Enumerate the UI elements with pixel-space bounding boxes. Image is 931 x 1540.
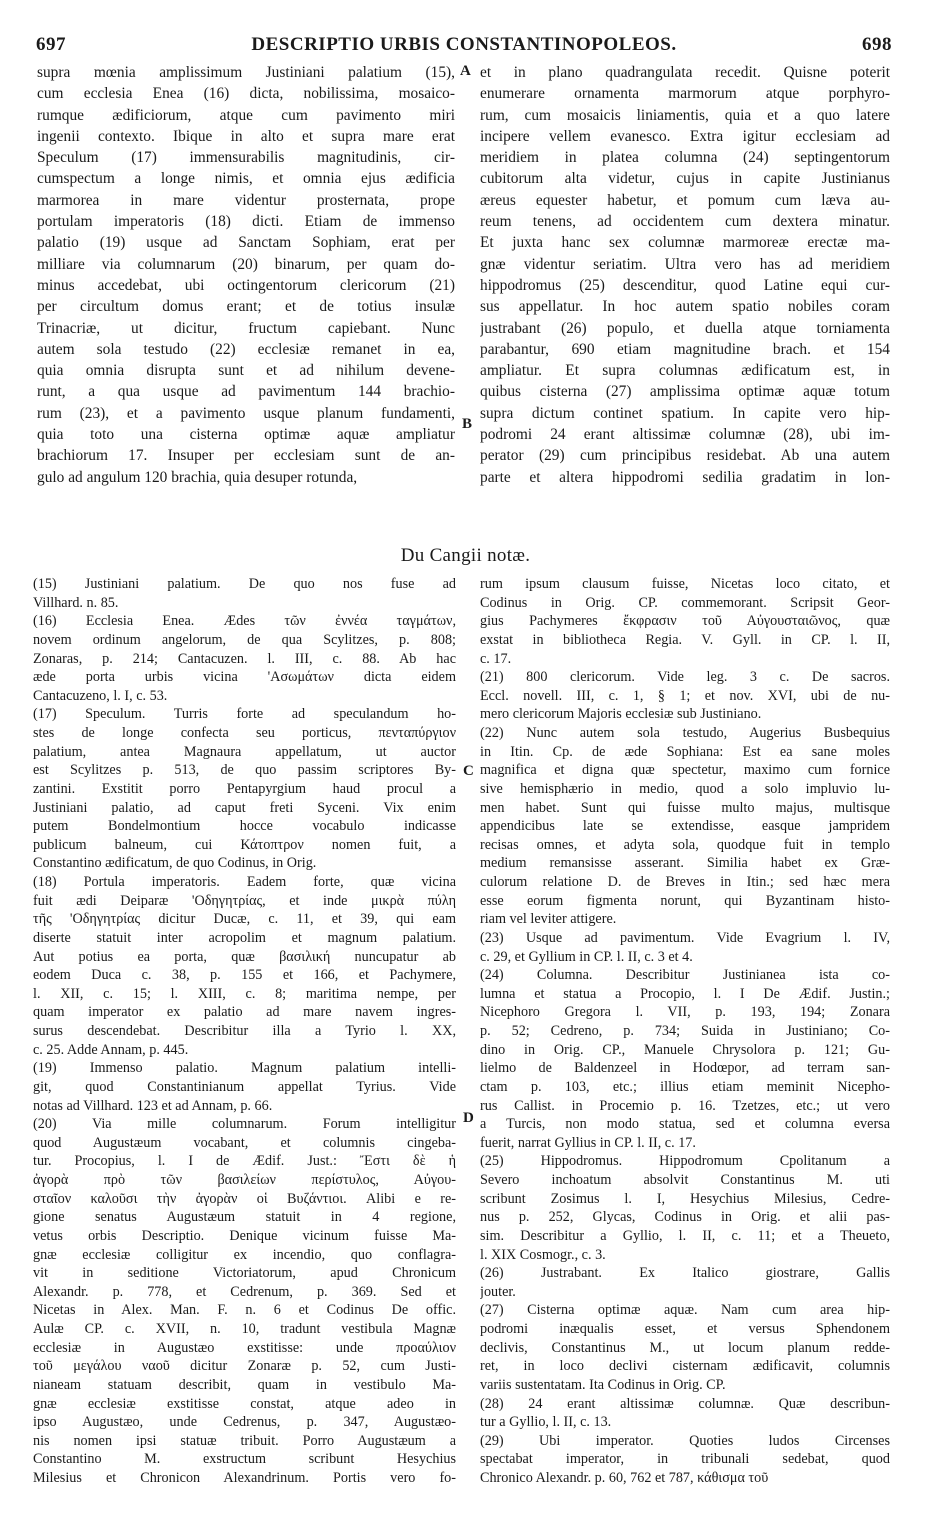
text-line: scribunt Zosimus l. I, Hesychius Milesius, Cedre- bbox=[480, 1190, 890, 1207]
text-line: ingenii contexto. Ibique in alto et supra mare erat bbox=[37, 127, 455, 145]
text-line: Justiniani palatio, ad caput freti Syceni. Vix enim bbox=[33, 799, 456, 816]
text-line: l. XIX Cosmogr., c. 3. bbox=[480, 1246, 606, 1263]
text-line: eodem Duca c. 38, p. 155 et 166, et Pachymere, bbox=[33, 967, 456, 984]
text-line: (15) Justiniani palatium. De quo nos fuse ad bbox=[33, 576, 456, 592]
text-line: (26) Justrabant. Ex Italico giostrare, Gallis bbox=[480, 1265, 890, 1282]
text-line: rum (23), et a pavimento usque planum fundamenti, bbox=[37, 404, 455, 422]
text-line: justrabant (26) populo, et duella atque torniamenta bbox=[480, 319, 890, 337]
text-line: (22) Nunc autem sola testudo, Augerius Busbequius bbox=[480, 725, 890, 741]
text-line: Zonaras, p. 214; Cantacuzen. l. III, c. 88. Ab hac bbox=[33, 650, 456, 667]
text-line: sive hemisphærio in medio, quod a solo impluvio lu- bbox=[480, 780, 890, 797]
text-line: men habet. Sunt qui fuisse multo majus, multisque bbox=[480, 799, 890, 816]
text-line: surus descendebat. Describitur illa a Tyrio l. XX, bbox=[33, 1023, 456, 1039]
text-line: σταῖον καλοῦσι τὴν ἀγορὰν οἱ Βυζάντιοι. Alibi e re- bbox=[33, 1190, 456, 1207]
text-line: (24) Columna. Describitur Justinianea ista co- bbox=[480, 967, 890, 984]
text-line: gnæ ecclesiæ exstitisse constat, atque adeo in bbox=[33, 1395, 456, 1412]
text-line: (19) Immenso palatio. Magnum palatium intelli- bbox=[33, 1060, 456, 1077]
text-line: Eccl. novell. III, c. 1, § 1; et nov. XVI, ubi de nu- bbox=[480, 687, 890, 704]
text-line: nus p. 252, Glycas, Codinus in Orig. et alii pas- bbox=[480, 1209, 890, 1226]
text-line: rum, cum mosaicis liniamentis, quia et a quo latere bbox=[480, 106, 890, 124]
text-line: l. XII, c. 15; l. XIII, c. 8; maritima nempe, per bbox=[33, 985, 456, 1002]
text-line: marmorea in mare videntur prosternata, prope bbox=[37, 191, 455, 209]
text-line: (20) Via mille columnarum. Forum intelligitur bbox=[33, 1116, 456, 1133]
text-line: (29) Ubi imperator. Quoties ludos Circenses bbox=[480, 1432, 890, 1449]
margin-letter-a: A bbox=[460, 63, 471, 79]
text-line: quod Augustæum vocabant, et columnis cingeba- bbox=[33, 1134, 456, 1151]
text-line: dino in Orig. CP., Manuele Chrysolora p. 121; Gu- bbox=[480, 1041, 890, 1058]
text-line: ἀγορὰ πρὸ τῶν βασιλείων περίστυλος, Αὐγου- bbox=[33, 1172, 456, 1188]
text-line: diserte statuit inter acropolim et magnum palatium. bbox=[33, 929, 456, 946]
text-line: c. 17. bbox=[480, 650, 512, 667]
text-line: ecclesiæ in Augustæo exstitisse: unde προαύλιον bbox=[33, 1339, 456, 1356]
text-line: gione senatus Augustæum statuit in 4 regione, bbox=[33, 1209, 456, 1226]
text-line: c. 29, et Gyllium in CP. l. II, c. 3 et 4. bbox=[480, 948, 693, 965]
text-line: Cantacuzeno, l. I, c. 53. bbox=[33, 687, 168, 704]
text-line: τῆς 'Οδηγητρίας dicitur Ducæ, c. 11, et 39, qui eam bbox=[33, 911, 456, 928]
text-line: æde porta urbis vicina 'Ασωμάτων dicta eidem bbox=[33, 669, 456, 686]
text-line: c. 25. Adde Annam, p. 445. bbox=[33, 1041, 189, 1058]
text-line: et in plano quadrangulata recedit. Quisne poterit bbox=[480, 64, 890, 81]
text-line: rumque ædificiorum, atque cum pavimento miri bbox=[37, 106, 455, 124]
text-line: notas ad Villhard. 123 et ad Annam, p. 66. bbox=[33, 1097, 273, 1114]
text-line: ipso Augustæo, unde Cedrenus, p. 347, Augustæo- bbox=[33, 1414, 456, 1431]
text-line: in Itin. Cp. de æde Sophiana: Est ea sane moles bbox=[480, 743, 890, 760]
text-line: lumna et statua a Procopio, l. I De Ædif. Justin.; bbox=[480, 985, 890, 1002]
text-line: (25) Hippodromus. Hippodromum Cpolitanum a bbox=[480, 1153, 890, 1170]
text-line: milliare via columnarum (20) binarum, per quam do- bbox=[37, 255, 455, 273]
text-line: tur a Gyllio, l. II, c. 13. bbox=[480, 1414, 612, 1431]
text-line: brachiorum 17. Insuper per ecclesiam sunt de an- bbox=[37, 447, 455, 465]
text-line: nianeam statuam describit, quam in vestibulo Ma- bbox=[33, 1376, 456, 1393]
text-line: (27) Cisterna optimæ aquæ. Nam cum area hip- bbox=[480, 1302, 890, 1319]
text-line: variis sustentatam. Ita Codinus in Orig. CP. bbox=[480, 1376, 726, 1393]
text-line: lielmo de Baldenzeel in Hodœpor, ad terram san- bbox=[480, 1060, 890, 1077]
text-line: gnæ videntur seriatim. Ultra vero has ad meridiem bbox=[480, 255, 890, 273]
text-line: declivis, Constantinus M., ut locum planum redde- bbox=[480, 1339, 890, 1356]
text-line: parte et altera hippodromi sedilia gradatim in lon- bbox=[480, 468, 890, 486]
text-line: magnifica et digna quæ spectetur, maximo cum fornice bbox=[480, 762, 890, 779]
text-line: Villhard. n. 85. bbox=[33, 594, 119, 611]
main-text-right-column bbox=[480, 62, 890, 488]
running-title: DESCRIPTIO URBIS CONSTANTINOPOLEOS. bbox=[251, 34, 677, 55]
text-line: gulo ad angulum 120 brachia, quia desuper rotunda, bbox=[37, 468, 358, 486]
text-line: supra mœnia amplissimum Justiniani palatium (15), bbox=[37, 64, 455, 81]
text-line: portulam imperatoris (18) dicti. Etiam de immenso bbox=[37, 213, 455, 231]
text-line: autem sola testudo (22) ecclesiæ remanet in ea, bbox=[37, 340, 455, 358]
text-line: Aut potius ea porta, quæ βασιλική nuncupatur ab bbox=[33, 948, 456, 965]
text-line: Codinus in Orig. CP. commemorant. Scripsit Geor- bbox=[480, 594, 890, 611]
text-line: jouter. bbox=[480, 1283, 516, 1300]
text-line: perator (29) cum principibus residebat. Ab una autem bbox=[480, 447, 890, 465]
text-line: sim. Describitur a Gyllio, l. II, c. 11; et a Theueto, bbox=[480, 1227, 890, 1244]
text-line: palatio (19) usque ad Sanctam Sophiam, erat per bbox=[37, 234, 455, 252]
text-line: æreus equester habetur, et pomum cum læva au- bbox=[480, 191, 890, 209]
text-line: a Turcis, non modo statua, sed et columna eversa bbox=[480, 1116, 890, 1133]
text-line: sus appellatur. In hoc autem spatio nobiles coram bbox=[480, 298, 890, 316]
text-line: Speculum (17) immensurabilis magnitudinis, cir- bbox=[37, 149, 455, 167]
text-line: Chronico Alexandr. p. 60, 762 et 787, κάθισμα τοῦ bbox=[480, 1470, 769, 1486]
text-line: (21) 800 clericorum. Vide leg. 3 c. De sacros. bbox=[480, 669, 890, 686]
text-line: quia omnia disrupta sunt et ad nihilum devene- bbox=[37, 362, 455, 380]
text-line: cumspectum a longe nimis, et omnia ejus ædificia bbox=[37, 170, 455, 188]
text-line: mero clericorum Majoris ecclesiæ sub Justiniano. bbox=[480, 706, 762, 723]
text-line: Constantino ædificatum, de quo Codinus, in Orig. bbox=[33, 855, 317, 872]
text-line: recisas omnes, et adyta sola, quodque fuit in templo bbox=[480, 836, 890, 853]
text-line: meridiem in platea columna (24) septingentorum bbox=[480, 149, 890, 167]
text-line: riam vel leviter attigere. bbox=[480, 911, 617, 928]
text-line: exstat in bibliotheca Regia. V. Gyll. in CP. l. II, bbox=[480, 631, 890, 648]
text-line: est Scylitzes p. 513, de quo passim scriptores By- bbox=[33, 762, 456, 779]
text-line: τοῦ μεγάλου ναοῦ dicitur Zonaræ p. 52, cum Justi- bbox=[33, 1358, 456, 1375]
margin-letter-d: D bbox=[463, 1110, 474, 1126]
text-line: supra dictum continet spatium. In capite vero hip- bbox=[480, 404, 890, 422]
text-line: ctam p. 103, etc.; illius etiam meminit Nicepho- bbox=[480, 1078, 890, 1095]
text-line: nis nomen ipsi statuæ tribuit. Porro Augustæum a bbox=[33, 1432, 456, 1449]
text-line: stes de longe confecta seu porticus, πενταπύργιον bbox=[33, 725, 456, 741]
text-line: vit in seditione Victoriatorum, apud Chronicum bbox=[33, 1265, 456, 1282]
text-line: podromi inæqualis esset, et versus Sphendonem bbox=[480, 1321, 890, 1337]
notes-heading: Du Cangii notæ. bbox=[400, 545, 531, 566]
text-line: Aulæ CP. c. XVII, n. 10, tradunt vestibula Magnæ bbox=[33, 1321, 456, 1337]
page-number-right: 698 bbox=[862, 34, 892, 55]
text-line: appendicibus late se extendisse, easque jampridem bbox=[480, 818, 890, 835]
text-line: parabantur, 690 etiam magnitudine brach. et 154 bbox=[480, 340, 890, 358]
text-line: vetus orbis Descriptio. Denique vicinum fuisse Ma- bbox=[33, 1227, 456, 1244]
text-line: Nicephoro Gregora l. VII, p. 193, 194; Zonara bbox=[480, 1004, 890, 1021]
text-line: (17) Speculum. Turris forte ad speculandum ho- bbox=[33, 706, 456, 723]
text-line: minus accedebat, ubi octingentorum clericorum (21) bbox=[37, 276, 455, 294]
margin-letter-b: B bbox=[462, 416, 473, 432]
text-line: publicum balneum, cui Κάτοπτρον nomen fuit, a bbox=[33, 836, 456, 853]
text-line: (23) Usque ad pavimentum. Vide Evagrium l. IV, bbox=[480, 929, 890, 946]
text-line: hippodromus (25) descenditur, quod Latine equi cur- bbox=[480, 276, 890, 294]
text-line: (16) Ecclesia Enea. Ædes τῶν ἐννέα ταγμάτων, bbox=[33, 613, 456, 630]
notes-left-column bbox=[33, 575, 456, 1488]
text-line: palatium, antea Magnaura appellatum, ut auctor bbox=[33, 743, 456, 760]
text-line: medium remansisse asserant. Similia habet ex Græ- bbox=[480, 855, 890, 872]
text-line: enumerare ornamenta marmorum atque porphyro- bbox=[480, 85, 890, 103]
text-line: (18) Portula imperatoris. Eadem forte, quæ vicina bbox=[33, 874, 456, 890]
text-line: fuit ædi Deiparæ 'Οδηγητρίας, et inde μικρὰ πύλη bbox=[33, 892, 456, 909]
margin-letter-c: C bbox=[463, 763, 474, 779]
text-line: podromi 24 erant altissimæ columnæ (28), ubi im- bbox=[480, 426, 890, 444]
text-line: novem ordinum angelorum, de qua Scylitzes, p. 808; bbox=[33, 631, 456, 648]
text-line: Alexandr. p. 778, et Cedrenum, p. 369. Sed et bbox=[33, 1283, 456, 1300]
page-header bbox=[36, 34, 892, 58]
text-line: ret, in loco declivi cisternam ædificavit, columnis bbox=[480, 1358, 890, 1375]
text-line: zantini. Exstitit porro Pentapyrgium haud procul a bbox=[33, 780, 456, 797]
notes-right-column bbox=[480, 575, 890, 1488]
text-line: reum tenens, ad occidentem cum dextera minatur. bbox=[480, 213, 890, 231]
text-line: rus Callist. in Procemio p. 16. Tzetzes, etc.; ut vero bbox=[480, 1097, 890, 1114]
text-line: per circultum domus erant; et de totius insulæ bbox=[37, 298, 455, 316]
text-line: fuerit, narrat Gyllius in CP. l. II, c. 17. bbox=[480, 1134, 696, 1151]
main-text-left-column bbox=[37, 62, 455, 488]
text-line: cum ecclesia Enea (16) dicta, nobilissima, mosaico- bbox=[37, 85, 455, 103]
text-line: (28) 24 erant altissimæ columnæ. Quæ describun- bbox=[480, 1395, 890, 1412]
text-line: Et juxta hanc sex columnæ marmoreæ erectæ ma- bbox=[480, 234, 890, 252]
text-line: Nicetas in Alex. Man. F. n. 6 et Codinus De offic. bbox=[33, 1302, 456, 1319]
text-line: git, quod Constantinianum appellat Tyrius. Vide bbox=[33, 1078, 456, 1095]
text-line: Trinacriæ, ut dicitur, fructum capiebant. Nunc bbox=[37, 319, 455, 337]
text-line: gius Pachymeres ἔκφρασιν τοῦ Αὐγουσταιῶνος, quæ bbox=[480, 613, 890, 630]
text-line: rum ipsum clausum fuisse, Nicetas loco citato, et bbox=[480, 576, 890, 592]
text-line: p. 52; Cedreno, p. 734; Suida in Justiniano; Co- bbox=[480, 1023, 890, 1039]
text-line: incipere vellem evanesco. Extra igitur ecclesiam ad bbox=[480, 127, 890, 145]
text-line: runt, a qua usque ad pavimentum 144 brachio- bbox=[37, 383, 455, 401]
text-line: Severo inchoatum absolvit Constantinus M. uti bbox=[480, 1172, 890, 1188]
page-number-left: 697 bbox=[36, 34, 66, 55]
text-line: esse eorum figmenta norunt, qui Byzantinam histo- bbox=[480, 892, 890, 909]
text-line: ampliatur. Et supra columnas ædificatum est, in bbox=[480, 362, 890, 380]
text-line: quam imperator ex palatio ad mare navem ingres- bbox=[33, 1004, 456, 1021]
text-line: gnæ ecclesiæ colligitur ex incendio, quo conflagra- bbox=[33, 1246, 456, 1263]
text-line: culorum relatione D. de Breves in Itin.; sed hæc mera bbox=[480, 874, 890, 890]
text-line: cubitorum alta videtur, cujus in capite Justinianus bbox=[480, 170, 890, 188]
text-line: tur. Procopius, l. I de Ædif. Just.: Ἔστι δὲ ἡ bbox=[33, 1153, 456, 1170]
text-line: Constantino M. exstructum scribunt Hesychius bbox=[33, 1451, 456, 1468]
text-line: putem Bondelmontium hocce vocabulo indicasse bbox=[33, 818, 456, 835]
text-line: Milesius et Chronicon Alexandrinum. Portis vero fo- bbox=[33, 1470, 456, 1486]
text-line: spectabat imperator, in tribunali sedebat, quod bbox=[480, 1451, 890, 1468]
text-line: quia toto una cisterna optimæ aquæ ampliatur bbox=[37, 426, 455, 444]
text-line: quibus cisterna (27) amplissima optimæ aquæ totum bbox=[480, 383, 890, 401]
